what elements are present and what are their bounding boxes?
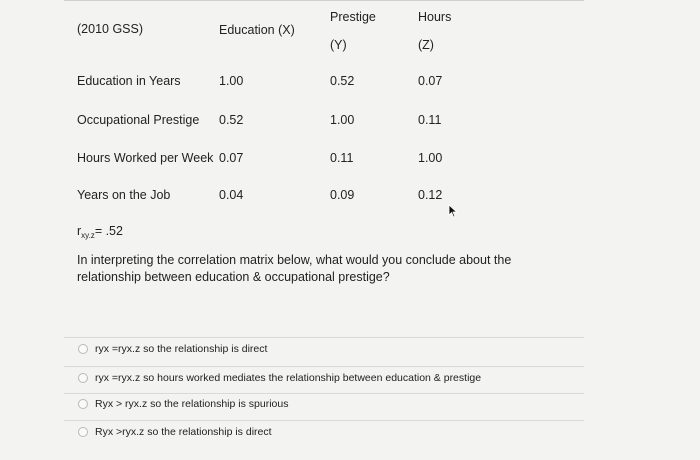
row-label-years: Years on the Job [77,188,171,202]
option-label: ryx =ryx.z so hours worked mediates the relationship between education & prestige [95,372,482,384]
cell-value: 0.11 [330,151,354,165]
row-label-prestige: Occupational Prestige [77,113,200,127]
partial-correlation [77,224,123,240]
radio-button[interactable] [78,373,88,383]
radio-button[interactable] [78,344,88,354]
column-header-prestige-sub: (Y) [330,38,347,52]
cell-value: 0.04 [219,188,244,202]
radio-button[interactable] [78,427,88,437]
top-border [64,0,584,1]
cell-value: 0.09 [330,188,355,202]
row-label-education: Education in Years [77,74,181,88]
option-label: Ryx >ryx.z so the relationship is direct [95,426,272,438]
cell-value: 1.00 [219,74,244,88]
radio-button[interactable] [78,399,88,409]
answer-option-4[interactable] [78,426,272,438]
option-divider [64,393,584,394]
option-label: ryx =ryx.z so the relationship is direct [95,343,268,355]
column-header-education: Education (X) [219,23,295,37]
column-header-prestige: Prestige [330,10,376,24]
partial-r: r [77,224,82,238]
mouse-cursor-icon [448,204,458,218]
table-corner-label: (2010 GSS) [77,22,144,36]
question-text: In interpreting the correlation matrix below, what would you conclude about the relationship between education & occupational prestige? [77,253,512,284]
cell-value: 0.52 [330,74,355,88]
partial-value: = .52 [94,224,123,238]
column-header-hours-sub: (Z) [418,38,434,52]
cell-value: 0.07 [219,151,244,165]
cell-value: 1.00 [418,151,443,165]
cell-value: 0.52 [219,113,244,127]
option-divider [64,420,584,421]
option-label: Ryx > ryx.z so the relationship is spurious [95,398,289,410]
option-divider [64,366,584,367]
column-header-hours: Hours [418,10,452,24]
answer-option-1[interactable] [78,343,267,355]
cell-value: 0.11 [418,113,442,127]
option-divider [64,337,584,338]
cell-value: 0.12 [418,188,443,202]
row-label-hours: Hours Worked per Week [77,151,214,165]
cell-value: 0.07 [418,74,443,88]
partial-subscript: xy.z [81,231,95,240]
answer-option-3[interactable] [78,398,288,410]
cell-value: 1.00 [330,113,355,127]
answer-option-2[interactable] [78,372,481,384]
